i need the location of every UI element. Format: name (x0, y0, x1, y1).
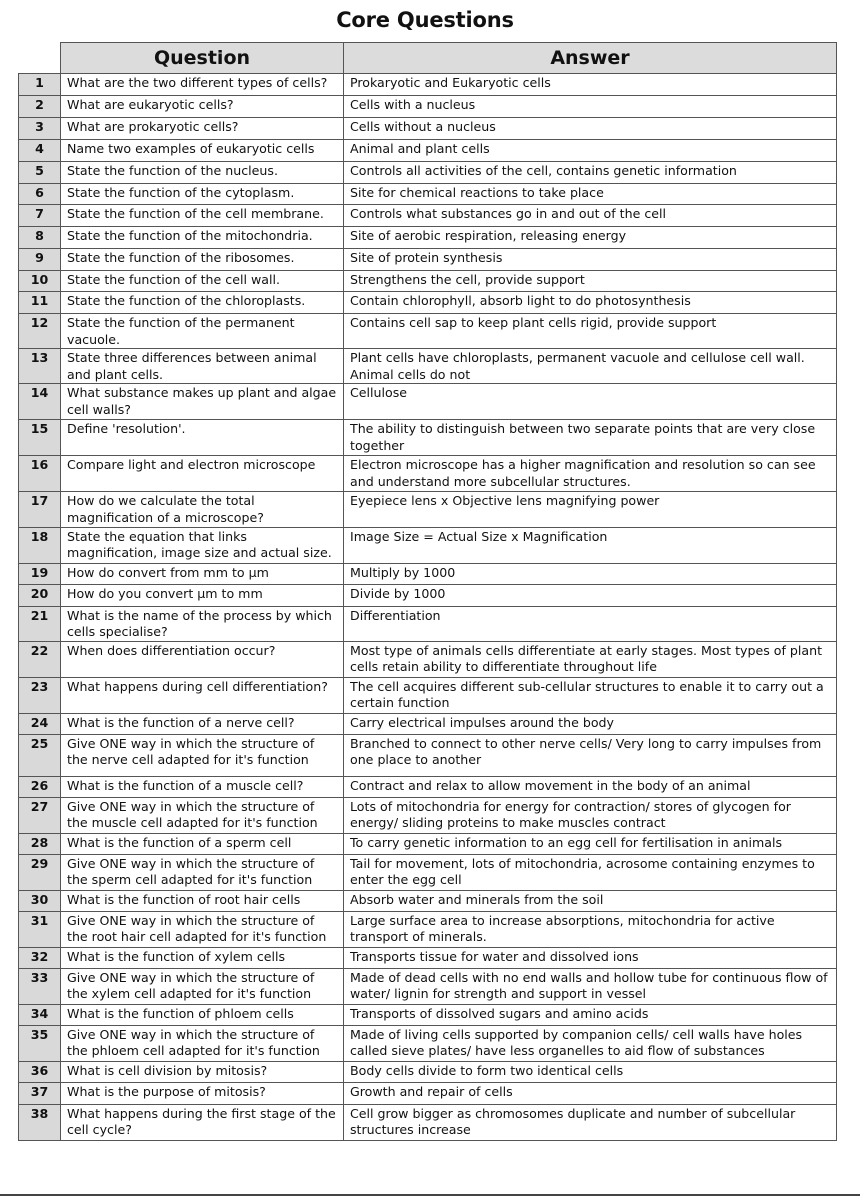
table-row (19, 1061, 837, 1082)
row-number: 12 (19, 314, 61, 349)
question-cell: What are eukaryotic cells? (61, 96, 344, 118)
answer-cell: Absorb water and minerals from the soil (344, 890, 837, 911)
answer-cell: Most type of animals cells differentiate at early stages. Most types of plant cells retain ability to differentiate throughout life (344, 641, 837, 677)
row-number: 25 (19, 734, 61, 776)
table-row (19, 74, 837, 96)
row-number: 26 (19, 776, 61, 797)
row-number: 18 (19, 527, 61, 563)
table-row (19, 271, 837, 292)
table-row (19, 641, 837, 677)
row-number: 32 (19, 947, 61, 968)
question-cell: State the function of the ribosomes. (61, 249, 344, 271)
table-row (19, 563, 837, 584)
question-cell: What substance makes up plant and algae cell walls? (61, 384, 344, 420)
table-row (19, 584, 837, 606)
answer-cell: Plant cells have chloroplasts, permanent vacuole and cellulose cell wall. Animal cells do not (344, 349, 837, 384)
row-number: 20 (19, 584, 61, 606)
question-cell: What is the function of root hair cells (61, 890, 344, 911)
row-number: 38 (19, 1104, 61, 1140)
question-cell: What are prokaryotic cells? (61, 118, 344, 140)
table-row (19, 96, 837, 118)
row-number: 27 (19, 797, 61, 833)
answer-header: Answer (344, 43, 837, 74)
row-number: 34 (19, 1004, 61, 1025)
table-row (19, 349, 837, 384)
question-cell: Define 'resolution'. (61, 420, 344, 456)
row-number: 5 (19, 162, 61, 184)
table-row (19, 162, 837, 184)
table-row (19, 249, 837, 271)
question-cell: What happens during the first stage of the cell cycle? (61, 1104, 344, 1140)
question-cell: How do you convert µm to mm (61, 584, 344, 606)
answer-cell: Contain chlorophyll, absorb light to do photosynthesis (344, 292, 837, 314)
table-row (19, 713, 837, 734)
answer-cell: Transports tissue for water and dissolved ions (344, 947, 837, 968)
answer-cell: Growth and repair of cells (344, 1082, 837, 1104)
question-cell: What happens during cell differentiation? (61, 677, 344, 713)
row-number: 15 (19, 420, 61, 456)
answer-cell: Site of aerobic respiration, releasing energy (344, 227, 837, 249)
table-row (19, 911, 837, 947)
question-cell: State the function of the cell wall. (61, 271, 344, 292)
row-number: 6 (19, 184, 61, 205)
bottom-divider (0, 1194, 860, 1196)
table-row (19, 776, 837, 797)
question-cell: Compare light and electron microscope (61, 456, 344, 492)
question-cell: How do we calculate the total magnification of a microscope? (61, 492, 344, 527)
answer-cell: Large surface area to increase absorptions, mitochondria for active transport of minerals. (344, 911, 837, 947)
answer-cell: Cells without a nucleus (344, 118, 837, 140)
question-cell: What is cell division by mitosis? (61, 1061, 344, 1082)
table-row (19, 606, 837, 641)
table-row (19, 1025, 837, 1061)
question-cell: State the function of the permanent vacuole. (61, 314, 344, 349)
answer-cell: Cell grow bigger as chromosomes duplicate and number of subcellular structures increase (344, 1104, 837, 1140)
question-cell: What are the two different types of cells? (61, 74, 344, 96)
table-row (19, 797, 837, 833)
answer-cell: Tail for movement, lots of mitochondria, acrosome containing enzymes to enter the egg cell (344, 854, 837, 890)
question-cell: What is the function of xylem cells (61, 947, 344, 968)
row-number: 33 (19, 968, 61, 1004)
question-cell: Give ONE way in which the structure of the nerve cell adapted for it's function (61, 734, 344, 776)
table-row (19, 420, 837, 456)
row-number: 19 (19, 563, 61, 584)
table-row (19, 140, 837, 162)
question-cell: What is the function of a sperm cell (61, 833, 344, 854)
row-number: 22 (19, 641, 61, 677)
table-row (19, 456, 837, 492)
question-cell: State the function of the cytoplasm. (61, 184, 344, 205)
answer-cell: Controls what substances go in and out of the cell (344, 205, 837, 227)
row-number: 37 (19, 1082, 61, 1104)
answer-cell: Transports of dissolved sugars and amino acids (344, 1004, 837, 1025)
row-number: 31 (19, 911, 61, 947)
question-cell: Give ONE way in which the structure of the sperm cell adapted for it's function (61, 854, 344, 890)
question-cell: Name two examples of eukaryotic cells (61, 140, 344, 162)
question-cell: What is the name of the process by which cells specialise? (61, 606, 344, 641)
table-body (19, 74, 837, 1141)
row-number: 35 (19, 1025, 61, 1061)
row-number: 14 (19, 384, 61, 420)
question-cell: State the equation that links magnification, image size and actual size. (61, 527, 344, 563)
table-row (19, 1004, 837, 1025)
row-number: 11 (19, 292, 61, 314)
table-row (19, 118, 837, 140)
table-row (19, 384, 837, 420)
row-number: 23 (19, 677, 61, 713)
table-row (19, 890, 837, 911)
question-cell: State the function of the nucleus. (61, 162, 344, 184)
answer-cell: The ability to distinguish between two separate points that are very close together (344, 420, 837, 456)
question-cell: What is the function of a muscle cell? (61, 776, 344, 797)
row-number: 2 (19, 96, 61, 118)
row-number: 7 (19, 205, 61, 227)
table-row (19, 734, 837, 776)
table-row (19, 1104, 837, 1140)
answer-cell: Multiply by 1000 (344, 563, 837, 584)
table-row (19, 833, 837, 854)
answer-cell: Body cells divide to form two identical cells (344, 1061, 837, 1082)
row-number: 29 (19, 854, 61, 890)
table-row (19, 227, 837, 249)
answer-cell: Prokaryotic and Eukaryotic cells (344, 74, 837, 96)
answer-cell: Cellulose (344, 384, 837, 420)
answer-cell: Image Size = Actual Size x Magnification (344, 527, 837, 563)
question-cell: Give ONE way in which the structure of the root hair cell adapted for it's function (61, 911, 344, 947)
number-header (19, 43, 61, 74)
question-cell: What is the function of phloem cells (61, 1004, 344, 1025)
row-number: 24 (19, 713, 61, 734)
answer-cell: Carry electrical impulses around the body (344, 713, 837, 734)
row-number: 10 (19, 271, 61, 292)
table-row (19, 854, 837, 890)
answer-cell: Strengthens the cell, provide support (344, 271, 837, 292)
table-row (19, 492, 837, 527)
question-cell: When does differentiation occur? (61, 641, 344, 677)
answer-cell: Branched to connect to other nerve cells/ Very long to carry impulses from one place to another (344, 734, 837, 776)
answer-cell: Contains cell sap to keep plant cells rigid, provide support (344, 314, 837, 349)
questions-table (18, 42, 837, 1141)
answer-cell: Divide by 1000 (344, 584, 837, 606)
row-number: 17 (19, 492, 61, 527)
row-number: 21 (19, 606, 61, 641)
answer-cell: Eyepiece lens x Objective lens magnifying power (344, 492, 837, 527)
question-cell: State the function of the mitochondria. (61, 227, 344, 249)
row-number: 3 (19, 118, 61, 140)
header-row (19, 43, 837, 74)
question-cell: Give ONE way in which the structure of the muscle cell adapted for it's function (61, 797, 344, 833)
question-cell: State three differences between animal and plant cells. (61, 349, 344, 384)
question-header: Question (61, 43, 344, 74)
answer-cell: Animal and plant cells (344, 140, 837, 162)
answer-cell: Contract and relax to allow movement in the body of an animal (344, 776, 837, 797)
row-number: 4 (19, 140, 61, 162)
answer-cell: Made of living cells supported by companion cells/ cell walls have holes called sieve plates/ have less organelles to aid flow of substances (344, 1025, 837, 1061)
row-number: 8 (19, 227, 61, 249)
question-cell: Give ONE way in which the structure of the phloem cell adapted for it's function (61, 1025, 344, 1061)
question-cell: State the function of the chloroplasts. (61, 292, 344, 314)
answer-cell: Electron microscope has a higher magnification and resolution so can see and understand more subcellular structures. (344, 456, 837, 492)
answer-cell: Lots of mitochondria for energy for contraction/ stores of glycogen for energy/ sliding proteins to make muscles contract (344, 797, 837, 833)
answer-cell: Controls all activities of the cell, contains genetic information (344, 162, 837, 184)
row-number: 36 (19, 1061, 61, 1082)
answer-cell: The cell acquires different sub-cellular structures to enable it to carry out a certain function (344, 677, 837, 713)
question-cell: What is the function of a nerve cell? (61, 713, 344, 734)
answer-cell: Site for chemical reactions to take place (344, 184, 837, 205)
table-row (19, 1082, 837, 1104)
table-row (19, 968, 837, 1004)
question-cell: How do convert from mm to µm (61, 563, 344, 584)
table-row (19, 292, 837, 314)
answer-cell: Cells with a nucleus (344, 96, 837, 118)
question-cell: What is the purpose of mitosis? (61, 1082, 344, 1104)
table-row (19, 677, 837, 713)
table-row (19, 314, 837, 349)
table-row (19, 527, 837, 563)
answer-cell: Made of dead cells with no end walls and hollow tube for continuous flow of water/ lignin for strength and support in vessel (344, 968, 837, 1004)
row-number: 16 (19, 456, 61, 492)
page-title: Core Questions (336, 8, 514, 32)
row-number: 9 (19, 249, 61, 271)
answer-cell: Site of protein synthesis (344, 249, 837, 271)
row-number: 28 (19, 833, 61, 854)
answer-cell: Differentiation (344, 606, 837, 641)
row-number: 1 (19, 74, 61, 96)
question-cell: Give ONE way in which the structure of the xylem cell adapted for it's function (61, 968, 344, 1004)
question-cell: State the function of the cell membrane. (61, 205, 344, 227)
table-row (19, 184, 837, 205)
table-row (19, 205, 837, 227)
answer-cell: To carry genetic information to an egg cell for fertilisation in animals (344, 833, 837, 854)
table-row (19, 947, 837, 968)
row-number: 13 (19, 349, 61, 384)
row-number: 30 (19, 890, 61, 911)
